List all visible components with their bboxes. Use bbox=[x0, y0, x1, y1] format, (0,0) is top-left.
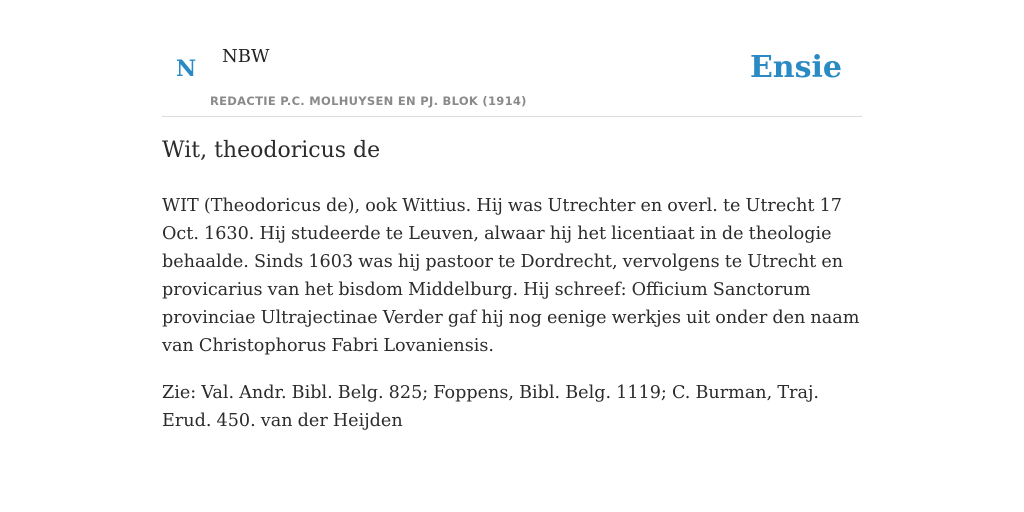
source-title[interactable]: NBW bbox=[222, 46, 270, 67]
article-references: Zie: Val. Andr. Bibl. Belg. 825; Foppens, Bibl. Belg. 1119; C. Burman, Traj. Erud. 450. van der Heijden bbox=[162, 383, 820, 431]
article-card bbox=[162, 0, 862, 512]
source-header bbox=[162, 0, 862, 117]
brand-logo[interactable]: Ensie bbox=[749, 50, 842, 85]
article-title: Wit, theodoricus de bbox=[162, 138, 381, 163]
source-subtitle: REDACTIE P.C. MOLHUYSEN EN PJ. BLOK (1914) bbox=[210, 94, 527, 108]
article-paragraph: WIT (Theodoricus de), ook Wittius. Hij was Utrechter en overl. te Utrecht 17 Oct. 1630. Hij studeerde te Leuven, alwaar hij het licentiaat in de theologie behaalde. Sinds 1603 was hij pastoor te Dordrecht, vervolgens te Utrecht en provicarius van het bisdom Middelburg. Hij schreef: Officium Sanctorum provinciae Ultrajectinae Verder gaf hij nog eenige werkjes uit onder den naam van Christophorus Fabri Lovaniensis. bbox=[162, 196, 860, 356]
source-logo: N bbox=[176, 56, 197, 82]
